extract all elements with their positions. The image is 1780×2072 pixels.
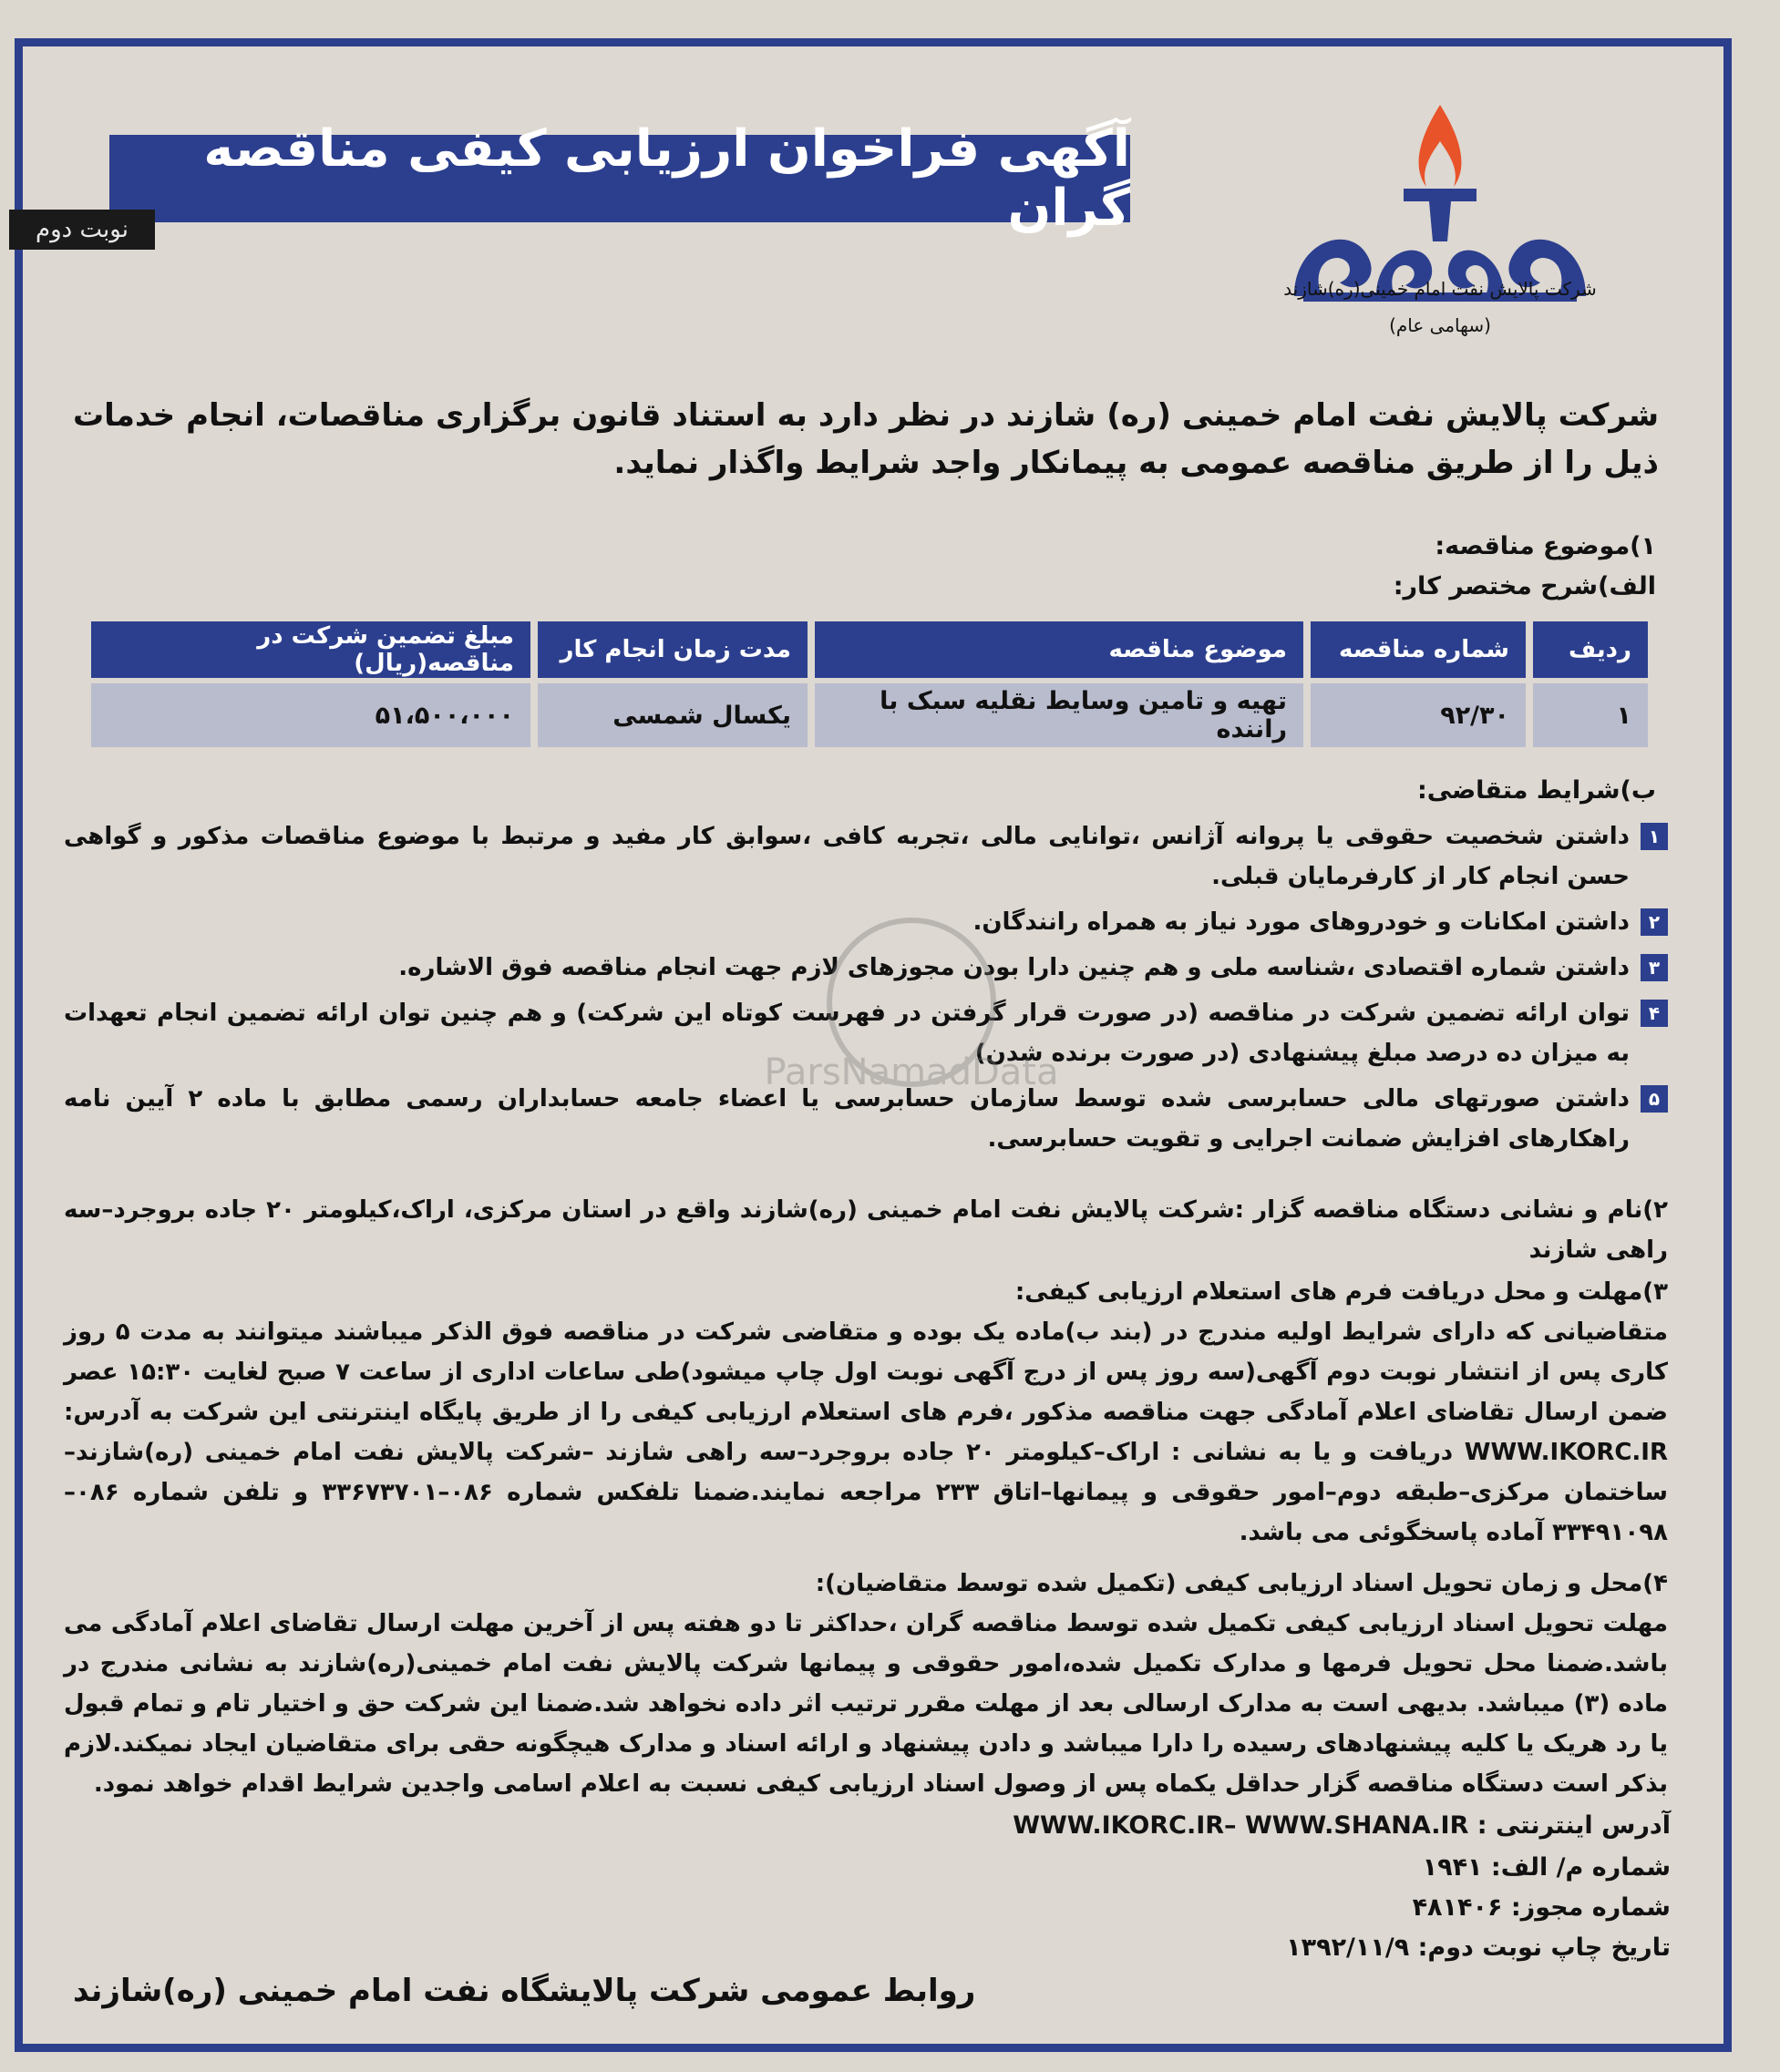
public-relations-signature: روابط عمومی شرکت پالایشگاه نفت امام خمینی (ره)شازند — [73, 1973, 976, 2009]
company-logo-name: شرکت پالایش نفت امام خمینی(ره)شازند — [1283, 278, 1597, 300]
condition-text: داشتن صورتهای مالی حسابرسی شده توسط سازمان حسابرسی یا اعضاء جامعه حسابداران رسمی مطابق با ماده ۲ آیین نامه راهکارهای افزایش ضمانت اجرایی و تقویت حسابرسی. — [64, 1085, 1631, 1153]
table-header-row — [91, 621, 1648, 678]
watermark-text: ParsNamadData — [764, 1051, 1059, 1093]
section-3-paragraph: متقاضیانی که دارای شرایط اولیه مندرج در (بند ب)ماده یک بوده و متقاضی شرکت در مناقصه فوق الذکر میباشند میتوانند به مدت ۵ روز کاری پس از انتشار نوبت دوم آگهی(سه روز پس از درج آگهی نوبت اول چاپ میشود)طی ساعات اداری از ساعت ۷ صبح لغایت ۱۵:۳۰ عصر ضمن ارسال تقاضای اعلام آمادگی جهت مناقصه مذکور ،فرم های استعلام ارزیابی کیفی را از طریق پایگاه اینترنتی این شرکت به آدرس: WWW.IKORC.IR دریافت و یا به نشانی : اراک–کیلومتر ۲۰ جاده بروجرد–سه راهی شازند –شرکت پالایش نفت امام خمینی (ره)شازند– ساختمان مرکزی–طبقه دوم–امور حقوقی و پیمانها–اتاق ۲۳۳ مراجعه نمایند.ضمنا تلفکس شماره ۰۸۶–۳۳۶۷۳۷۰۱ و تلفن شماره ۰۸۶–۳۳۴۹۱۰۹۸ آماده پاسخگوئی می باشد. — [64, 1318, 1668, 1546]
cell-tender-subject: تهیه و تامین وسایط نقلیه سبک با راننده — [815, 683, 1303, 747]
permit-number: شماره مجوز: ۴۸۱۴۰۶ — [1412, 1893, 1671, 1922]
tender-table — [84, 616, 1655, 753]
condition-number: ۱ — [1641, 823, 1668, 850]
header-row-index: ردیف — [1533, 621, 1648, 678]
conditions-title: ب)شرایط متقاضی: — [1416, 776, 1656, 805]
intro-paragraph: شرکت پالایش نفت امام خمینی (ره) شازند در نظر دارد به استناد قانون برگزاری مناقصات، انجام خدمات ذیل را از طریق مناقصه عمومی به پیمانکار واجد شرایط واگذار نماید. — [73, 397, 1659, 481]
web-address-value[interactable]: WWW.IKORC.IR– WWW.SHANA.IR — [1013, 1811, 1469, 1840]
cell-tender-number: ۹۲/۳۰ — [1311, 683, 1526, 747]
condition-item — [64, 816, 1668, 897]
header-duration: مدت زمان انجام کار — [538, 621, 808, 678]
cell-guarantee-amount: ۵۱،۵۰۰،۰۰۰ — [91, 683, 530, 747]
header-tender-number: شماره مناقصه — [1311, 621, 1526, 678]
section-3-title: ۳)مهلت و محل دریافت فرم های استعلام ارزیابی کیفی: — [1014, 1278, 1668, 1306]
condition-number: ۵ — [1641, 1085, 1668, 1113]
print-date: تاریخ چاپ نوبت دوم: ۱۳۹۲/۱۱/۹ — [1286, 1934, 1671, 1962]
condition-text: داشتن شخصیت حقوقی یا پروانه آژانس ،توانایی مالی ،تجربه کافی ،سوابق کار مفید و مرتبط با موضوع مناقصات مذکور و گواهی حسن انجام کار از کارفرمایان قبلی. — [64, 823, 1630, 890]
condition-text: داشتن امکانات و خودروهای مورد نیاز به همراه رانندگان. — [972, 908, 1630, 936]
condition-number: ۳ — [1641, 954, 1668, 981]
condition-text: توان ارائه تضمین شرکت در مناقصه (در صورت قرار گرفتن در فهرست کوتاه این شرکت) و هم چنین توان ارائه تضمین انجام تعهدات به میزان ده درصد مبلغ پیشنهادی (در صورت برنده شدن) — [64, 1000, 1630, 1067]
condition-number: ۲ — [1641, 908, 1668, 936]
watermark-stamp-icon — [720, 902, 1103, 1121]
section-4-paragraph: مهلت تحویل اسناد ارزیابی کیفی تکمیل شده توسط مناقصه گران ،حداکثر تا دو هفته پس از آخرین مهلت ارسال تقاضای اعلام آمادگی می باشد.ضمنا محل تحویل فرمها و مدارک تکمیل شده،امور حقوقی و پیمانها شرکت پالایش نفت امام خمینی(ره)شازند به نشانی مندرج در ماده (۳) میباشد. بدیهی است به مدارک ارسالی بعد از مهلت مقرر ترتیب اثر داده نخواهد شد.ضمنا این شرکت حق و اختیار تام و تمام قبول یا رد هریک یا کلیه پیشنهادهای رسیده را دارا میباشد و دادن پیشنهاد و ارائه اسناد و مدارک هیچگونه حقی برای متقاضیان ایجاد نمیکند.لازم بذکر است دستگاه مناقصه گزار حداقل یکماه پس از وصول اسناد ارزیابی کیفی نسبت به اعلام اسامی واجدین شرایط اقدام خواهد نمود. — [64, 1610, 1668, 1798]
section-4-title: ۴)محل و زمان تحویل اسناد ارزیابی کیفی (تکمیل شده توسط متقاضیان): — [815, 1570, 1668, 1597]
round-label: نوبت دوم — [9, 210, 155, 250]
section-1-title: ۱)موضوع مناقصه: — [1435, 532, 1656, 560]
condition-text: داشتن شماره اقتصادی ،شناسه ملی و هم چنین دارا بودن مجوزهای لازم جهت انجام مناقصه فوق الاشاره. — [398, 954, 1630, 981]
header-tender-subject: موضوع مناقصه — [815, 621, 1303, 678]
section-1a-title: الف)شرح مختصر کار: — [1393, 572, 1656, 600]
section-2-paragraph: ۲)نام و نشانی دستگاه مناقصه گزار :شرکت پالایش نفت امام خمینی (ره)شازند واقع در استان مرکزی، اراک،کیلومتر ۲۰ جاده بروجرد–سه راهی شازند — [64, 1196, 1668, 1264]
cell-row-index: ۱ — [1533, 683, 1648, 747]
web-address-line — [1013, 1806, 1671, 1846]
web-address-label: آدرس اینترنتی : — [1476, 1811, 1671, 1840]
condition-number: ۴ — [1641, 1000, 1668, 1027]
advert-title: آگهی فراخوان ارزیابی کیفی مناقصه گران — [109, 135, 1130, 222]
cell-duration: یکسال شمسی — [538, 683, 808, 747]
company-logo-sub: (سهامی عام) — [1389, 314, 1491, 336]
notice-number: شماره م/ الف: ۱۹۴۱ — [1422, 1853, 1671, 1882]
header-guarantee-amount: مبلغ تضمین شرکت در مناقصه(ریال) — [91, 621, 530, 678]
table-row — [91, 683, 1648, 747]
